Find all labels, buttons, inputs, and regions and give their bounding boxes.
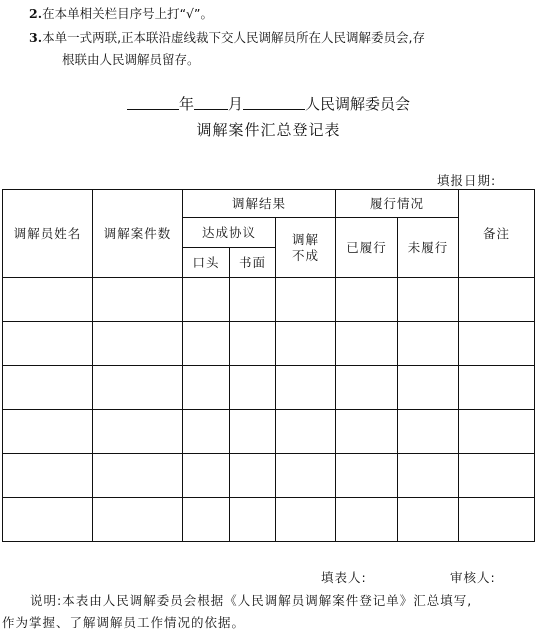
cell-input[interactable] (276, 498, 336, 542)
year-label: 年 (178, 95, 194, 113)
cell-input[interactable] (230, 410, 276, 454)
committee-label: 人民调解委员会 (305, 95, 411, 113)
header-mediation-result: 调解结果 (183, 190, 336, 218)
cell-input[interactable] (336, 278, 398, 322)
cell-input[interactable] (336, 322, 398, 366)
cell-input[interactable] (230, 322, 276, 366)
header-case-count: 调解案件数 (93, 190, 183, 278)
instruction-item-2 (29, 5, 213, 23)
cell-input[interactable] (276, 366, 336, 410)
cell-input[interactable] (459, 454, 535, 498)
cell-input[interactable] (93, 322, 183, 366)
filler-label: 填表人: (321, 570, 367, 585)
month-blank[interactable] (194, 95, 228, 110)
cell-input[interactable] (93, 498, 183, 542)
cell-input[interactable] (3, 366, 93, 410)
cell-input[interactable] (230, 366, 276, 410)
cell-input[interactable] (93, 454, 183, 498)
cell-input[interactable] (398, 366, 459, 410)
cell-input[interactable] (3, 454, 93, 498)
cell-input[interactable] (459, 322, 535, 366)
cell-input[interactable] (398, 322, 459, 366)
committee-name-blank[interactable] (243, 95, 305, 110)
cell-input[interactable] (183, 322, 230, 366)
instruction-item-3-continued: 根联由人民调解员留存。 (62, 52, 200, 67)
header-mediator-name: 调解员姓名 (3, 190, 93, 278)
table-row (3, 366, 535, 410)
cell-input[interactable] (183, 410, 230, 454)
register-table (2, 189, 535, 542)
cell-input[interactable] (276, 410, 336, 454)
cell-input[interactable] (93, 278, 183, 322)
header-performed: 已履行 (336, 218, 398, 278)
cell-input[interactable] (3, 322, 93, 366)
table-row (3, 322, 535, 366)
cell-input[interactable] (183, 498, 230, 542)
cell-input[interactable] (459, 278, 535, 322)
instruction-item-3 (29, 29, 425, 47)
cell-input[interactable] (336, 498, 398, 542)
table-row (3, 278, 535, 322)
cell-input[interactable] (459, 498, 535, 542)
cell-input[interactable] (93, 366, 183, 410)
instruction-number: 3. (29, 30, 43, 45)
cell-input[interactable] (336, 454, 398, 498)
header-mediation-failed: 调解不成 (276, 218, 336, 278)
cell-input[interactable] (398, 454, 459, 498)
cell-input[interactable] (276, 278, 336, 322)
explanation-line-2: 作为掌握、了解调解员工作情况的依据。 (2, 615, 246, 630)
instruction-number: 2. (29, 6, 43, 21)
cell-input[interactable] (3, 278, 93, 322)
cell-input[interactable] (3, 498, 93, 542)
instruction-text: 本单一式两联,正本联沿虚线裁下交人民调解员所在人民调解委员会,存 (42, 30, 426, 45)
instruction-text: 在本单相关栏目序号上打“√”。 (42, 6, 213, 21)
cell-input[interactable] (183, 366, 230, 410)
cell-input[interactable] (459, 366, 535, 410)
cell-input[interactable] (398, 410, 459, 454)
month-label: 月 (227, 95, 243, 113)
cell-input[interactable] (276, 322, 336, 366)
form-subtitle: 调解案件汇总登记表 (196, 121, 341, 139)
cell-input[interactable] (398, 498, 459, 542)
cell-input[interactable] (459, 410, 535, 454)
header-oral: 口头 (183, 248, 230, 278)
cell-input[interactable] (336, 410, 398, 454)
year-blank[interactable] (127, 95, 179, 110)
explanation-line-1: 说明:本表由人民调解委员会根据《人民调解员调解案件登记单》汇总填写, (30, 593, 473, 608)
cell-input[interactable] (398, 278, 459, 322)
cell-input[interactable] (183, 278, 230, 322)
report-date-label: 填报日期: (437, 173, 497, 188)
cell-input[interactable] (3, 410, 93, 454)
cell-input[interactable] (230, 454, 276, 498)
header-performance: 履行情况 (336, 190, 459, 218)
cell-input[interactable] (183, 454, 230, 498)
header-written: 书面 (230, 248, 276, 278)
header-not-performed: 未履行 (398, 218, 459, 278)
table-row (3, 454, 535, 498)
cell-input[interactable] (276, 454, 336, 498)
cell-input[interactable] (230, 278, 276, 322)
cell-input[interactable] (230, 498, 276, 542)
table-row (3, 410, 535, 454)
table-row (3, 498, 535, 542)
reviewer-label: 审核人: (450, 570, 496, 585)
form-title (0, 94, 537, 114)
cell-input[interactable] (93, 410, 183, 454)
header-agreement-reached: 达成协议 (183, 218, 276, 248)
header-remarks: 备注 (459, 190, 535, 278)
cell-input[interactable] (336, 366, 398, 410)
